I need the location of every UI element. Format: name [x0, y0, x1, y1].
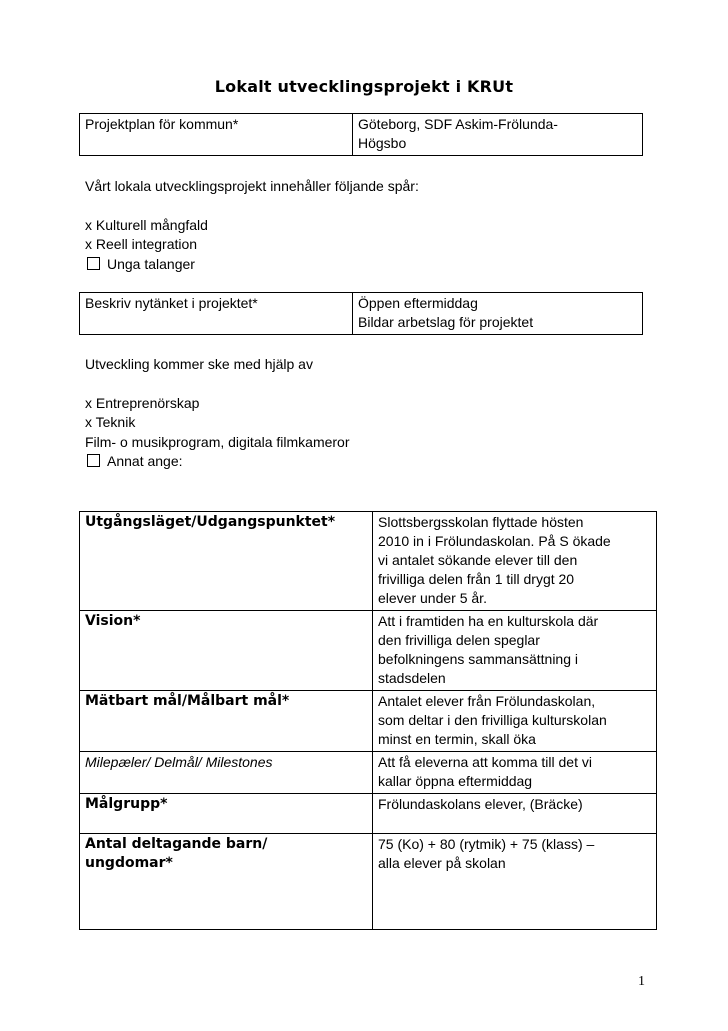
track-item-unchecked [85, 255, 419, 275]
row-value-line: elever under 5 år. [378, 590, 487, 606]
new-thinking-value-line: Bildar arbetslag för projektet [358, 314, 534, 330]
row-label: Målgrupp* [80, 794, 373, 834]
row-value-line: frivilliga delen från 1 till drygt 20 [378, 571, 575, 587]
project-plan-table [79, 113, 643, 156]
row-value-line: den frivilliga delen speglar [378, 632, 540, 648]
table-row [80, 834, 657, 930]
row-value-line: Antalet elever från Frölundaskolan, [378, 693, 596, 709]
row-value-line: stadsdelen [378, 670, 446, 686]
development-section [85, 355, 350, 472]
row-label: Milepæler/ Delmål/ Milestones [80, 752, 373, 794]
row-value [373, 691, 657, 752]
tracks-section [85, 177, 419, 274]
new-thinking-table [79, 292, 643, 335]
row-value-line: 2010 in i Frölundaskolan. På S ökade [378, 533, 611, 549]
row-value-line: kallar öppna eftermiddag [378, 773, 533, 789]
row-label: Mätbart mål/Målbart mål* [80, 691, 373, 752]
project-plan-value-line: Göteborg, SDF Askim-Frölunda- [358, 116, 558, 132]
row-value-line: Slottsbergsskolan flyttade hösten [378, 514, 584, 530]
new-thinking-value-line: Öppen eftermiddag [358, 295, 478, 311]
development-item: Film- o musikprogram, digitala filmkameror [85, 433, 350, 450]
development-item-unchecked [85, 452, 350, 472]
track-item-label: Unga talanger [107, 255, 195, 272]
track-item: x Kulturell mångfald [85, 216, 208, 233]
row-value [373, 794, 657, 834]
row-value-line: Frölundaskolans elever, (Bräcke) [378, 796, 583, 812]
development-item: x Entreprenörskap [85, 394, 200, 411]
page-number: 1 [638, 974, 645, 989]
development-item: x Teknik [85, 414, 136, 430]
tracks-intro: Vårt lokala utvecklingsprojekt innehåller följande spår: [85, 178, 419, 194]
row-value-line: vi antalet sökande elever till den [378, 552, 578, 568]
row-label-line: Antal deltagande barn/ [85, 836, 268, 852]
checkbox-empty-icon [87, 454, 100, 467]
row-value-line: Att få eleverna att komma till det vi [378, 754, 592, 770]
row-label-line: ungdomar* [85, 855, 173, 871]
row-value-line: alla elever på skolan [378, 855, 506, 871]
development-item-label: Annat ange: [107, 453, 183, 469]
row-value-line: befolkningens sammansättning i [378, 651, 579, 667]
track-item: x Reell integration [85, 236, 198, 252]
table-row [80, 293, 643, 335]
row-value-line: Att i framtiden ha en kulturskola där [378, 613, 599, 629]
row-value-line: som deltar i den frivilliga kulturskolan [378, 712, 607, 728]
row-value [373, 512, 657, 611]
development-intro: Utveckling kommer ske med hjälp av [85, 356, 313, 372]
project-plan-label: Projektplan för kommun* [80, 114, 353, 156]
table-row [80, 611, 657, 691]
project-plan-value [353, 114, 643, 156]
project-details-table [79, 511, 657, 930]
row-value [373, 752, 657, 794]
row-value-line: minst en termin, skall öka [378, 731, 536, 747]
checkbox-empty-icon [87, 257, 100, 270]
table-row [80, 114, 643, 156]
row-label: Vision* [80, 611, 373, 691]
document-title: Lokalt utvecklingsprojekt i KRUt [214, 77, 514, 96]
row-value [373, 611, 657, 691]
row-label [80, 834, 373, 930]
row-value [373, 834, 657, 930]
new-thinking-label: Beskriv nytänket i projektet* [80, 293, 353, 335]
table-row [80, 691, 657, 752]
new-thinking-value [353, 293, 643, 335]
project-plan-value-line: Högsbo [358, 135, 407, 151]
table-row [80, 752, 657, 794]
table-row [80, 512, 657, 611]
row-value-line: 75 (Ko) + 80 (rytmik) + 75 (klass) – [378, 836, 595, 852]
row-label: Utgångsläget/Udgangspunktet* [80, 512, 373, 611]
table-row [80, 794, 657, 834]
